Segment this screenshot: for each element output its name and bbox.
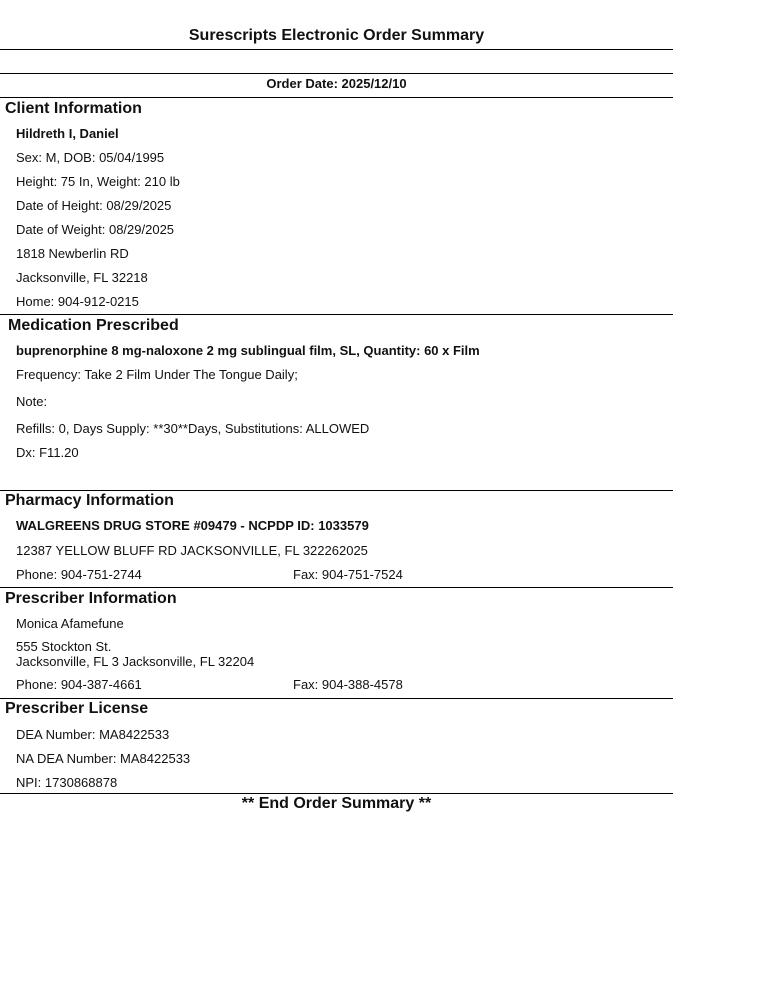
order-date: Order Date: 2025/12/10	[266, 76, 407, 91]
prescriber-phone: Phone: 904-387-4661	[16, 677, 142, 692]
medication-drug: buprenorphine 8 mg-naloxone 2 mg sublingual film, SL, Quantity: 60 x Film	[16, 343, 480, 358]
client-name: Hildreth I, Daniel	[16, 126, 119, 141]
client-date-of-height: Date of Height: 08/29/2025	[16, 198, 172, 213]
client-address-line2: Jacksonville, FL 32218	[16, 270, 148, 285]
divider	[0, 793, 673, 794]
divider	[0, 49, 673, 50]
medication-refills: Refills: 0, Days Supply: **30**Days, Substitutions: ALLOWED	[16, 421, 370, 436]
divider	[0, 698, 673, 699]
prescriber-fax: Fax: 904-388-4578	[293, 677, 403, 692]
license-na-dea: NA DEA Number: MA8422533	[16, 751, 191, 766]
client-address-line1: 1818 Newberlin RD	[16, 246, 129, 261]
end-order-summary: ** End Order Summary **	[241, 795, 432, 812]
medication-frequency: Frequency: Take 2 Film Under The Tongue Daily;	[16, 367, 298, 382]
client-sex-dob: Sex: M, DOB: 05/04/1995	[16, 150, 165, 165]
pharmacy-fax: Fax: 904-751-7524	[293, 567, 403, 582]
client-height-weight: Height: 75 In, Weight: 210 lb	[16, 174, 180, 189]
client-home-phone: Home: 904-912-0215	[16, 294, 139, 309]
pharmacy-phone: Phone: 904-751-2744	[16, 567, 142, 582]
prescriber-address-line2: Jacksonville, FL 3 Jacksonville, FL 32204	[16, 654, 255, 669]
license-heading: Prescriber License	[5, 700, 149, 717]
prescriber-heading: Prescriber Information	[5, 590, 177, 607]
pharmacy-address: 12387 YELLOW BLUFF RD JACKSONVILLE, FL 322262025	[16, 543, 368, 558]
client-information-heading: Client Information	[5, 100, 142, 117]
divider	[0, 73, 673, 74]
divider	[0, 97, 673, 98]
medication-heading: Medication Prescribed	[8, 317, 179, 334]
medication-note: Note:	[16, 394, 48, 409]
license-dea: DEA Number: MA8422533	[16, 727, 170, 742]
divider	[0, 490, 673, 491]
pharmacy-name: WALGREENS DRUG STORE #09479 - NCPDP ID: 1033579	[16, 518, 369, 533]
prescriber-address-line1: 555 Stockton St.	[16, 639, 112, 654]
divider	[0, 587, 673, 588]
document-title: Surescripts Electronic Order Summary	[188, 27, 485, 44]
prescriber-name: Monica Afamefune	[16, 616, 124, 631]
client-date-of-weight: Date of Weight: 08/29/2025	[16, 222, 175, 237]
medication-dx: Dx: F11.20	[16, 445, 79, 460]
divider	[0, 314, 673, 315]
pharmacy-heading: Pharmacy Information	[5, 492, 174, 509]
license-npi: NPI: 1730868878	[16, 775, 118, 790]
